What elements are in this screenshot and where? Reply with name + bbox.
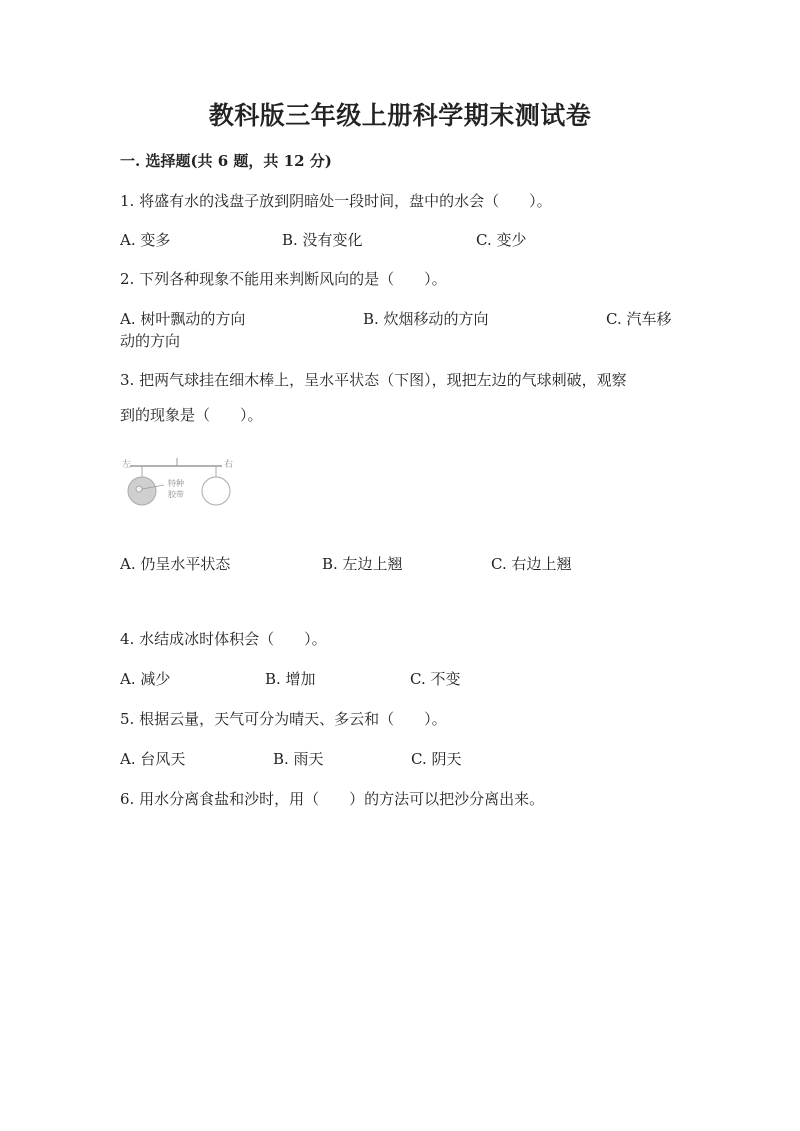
question-5-option-b: B. 雨天: [273, 750, 324, 768]
tape-patch: [136, 486, 142, 492]
left-balloon: [128, 477, 156, 505]
question-4-option-b: B. 增加: [265, 670, 316, 688]
question-2-stem: 2. 下列各种现象不能用来判断风向的是（ ）。: [120, 270, 447, 288]
figure-right-label: 右: [224, 460, 234, 470]
question-1-option-a: A. 变多: [120, 231, 171, 249]
question-3-option-b: B. 左边上翘: [322, 555, 403, 573]
question-5-option-a: A. 台风天: [120, 750, 186, 768]
question-5-stem: 5. 根据云量，天气可分为晴天、多云和（ ）。: [120, 710, 447, 728]
question-3-option-c: C. 右边上翘: [491, 555, 572, 573]
question-3-stem-line-2: 到的现象是（ ）。: [120, 406, 263, 424]
question-4-option-c: C. 不变: [410, 670, 461, 688]
question-5-option-c: C. 阴天: [411, 750, 462, 768]
tape-label-line-1: 特种: [168, 479, 184, 488]
right-balloon: [202, 477, 230, 505]
question-3-stem-line-1: 3. 把两气球挂在细木棒上，呈水平状态（下图），现把左边的气球刺破，观察: [120, 371, 627, 389]
tape-label-line-2: 胶带: [168, 490, 184, 499]
question-3-option-a: A. 仍呈水平状态: [120, 555, 231, 573]
question-1-option-c: C. 变少: [476, 231, 527, 249]
question-2-option-a: A. 树叶飘动的方向: [120, 310, 246, 328]
question-2-option-c-wrap: 动的方向: [120, 332, 181, 350]
question-2-option-b: B. 炊烟移动的方向: [363, 310, 489, 328]
figure-left-label: 左: [122, 460, 132, 470]
balloon-balance-illustration: [120, 455, 250, 515]
question-4-option-a: A. 减少: [120, 670, 171, 688]
question-4-stem: 4. 水结成冰时体积会（ ）。: [120, 630, 327, 648]
question-6-stem: 6. 用水分离食盐和沙时，用（ ）的方法可以把沙分离出来。: [120, 790, 545, 808]
balloon-balance-figure: [120, 455, 250, 515]
page-title: 教科版三年级上册科学期末测试卷: [208, 101, 592, 130]
question-1-option-b: B. 没有变化: [282, 231, 363, 249]
question-2-option-c: C. 汽车移: [606, 310, 672, 328]
question-1-stem: 1. 将盛有水的浅盘子放到阴暗处一段时间，盘中的水会（ ）。: [120, 192, 552, 210]
section-heading: 一. 选择题(共 6 题，共 12 分): [120, 152, 332, 170]
